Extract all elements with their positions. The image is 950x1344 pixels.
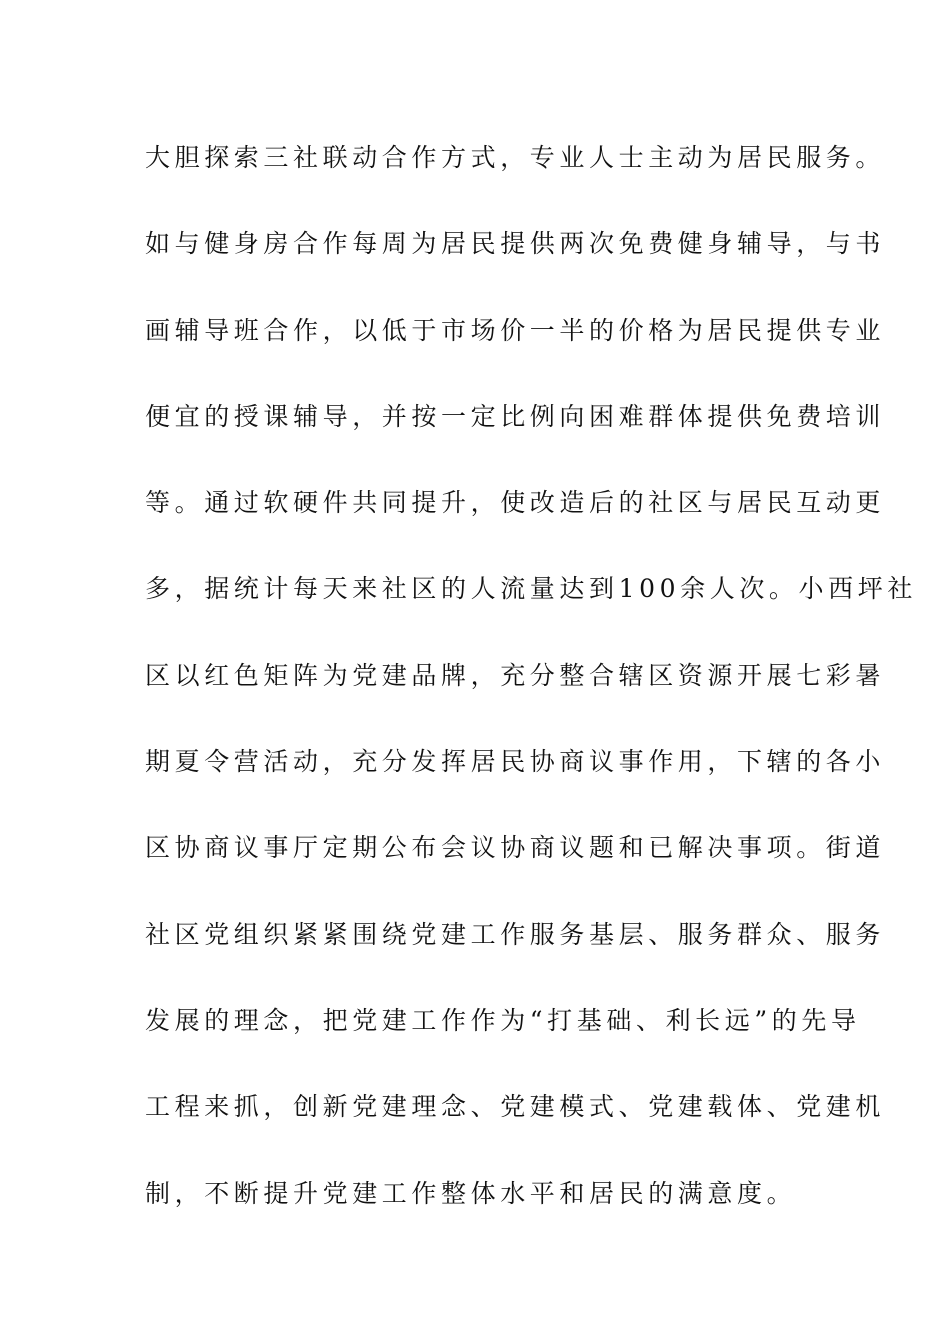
text-line: 多，据统计每天来社区的人流量达到100余人次。小西坪社 [145,574,917,604]
text-line: 区以红色矩阵为党建品牌，充分整合辖区资源开展七彩暑 [145,660,886,690]
body-text [145,138,917,1260]
text-line: 发展的理念，把党建工作作为“打基础、利长远”的先导 [145,1005,861,1035]
text-line: 期夏令营活动，充分发挥居民协商议事作用，下辖的各小 [145,747,886,777]
text-line: 如与健身房合作每周为居民提供两次免费健身辅导，与书 [145,229,886,259]
text-line: 便宜的授课辅导，并按一定比例向困难群体提供免费培训 [145,401,886,431]
text-line: 社区党组织紧紧围绕党建工作服务基层、服务群众、服务 [145,919,886,949]
text-line: 画辅导班合作，以低于市场价一半的价格为居民提供专业 [145,315,886,345]
text-line: 等。通过软硬件共同提升，使改造后的社区与居民互动更 [145,488,886,518]
text-line: 制，不断提升党建工作整体水平和居民的满意度。 [145,1178,797,1208]
text-line: 工程来抓，创新党建理念、党建模式、党建载体、党建机 [145,1092,886,1122]
text-line: 区协商议事厅定期公布会议协商议题和已解决事项。街道 [145,833,886,863]
text-line: 大胆探索三社联动合作方式，专业人士主动为居民服务。 [145,143,886,172]
